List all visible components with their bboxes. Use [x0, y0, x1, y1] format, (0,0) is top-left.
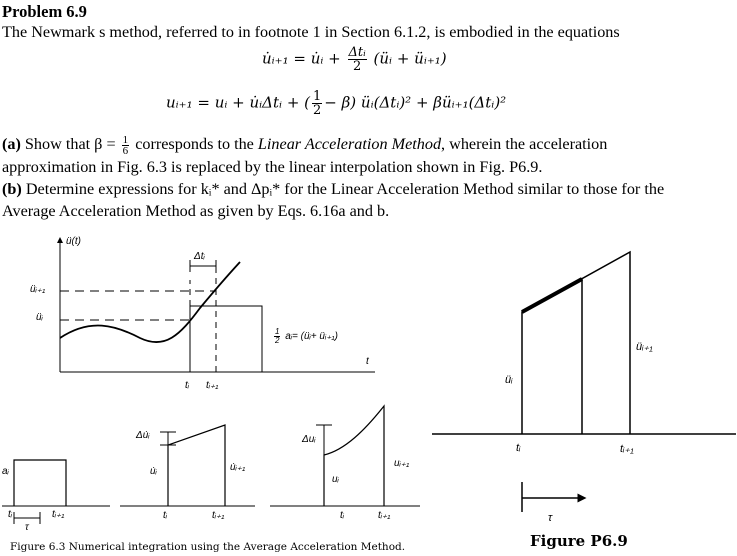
fig63-avg-den: 2 — [275, 336, 280, 345]
eq2-rhs: − β) üᵢ(Δtᵢ)² + βüᵢ₊₁(Δtᵢ)² — [324, 93, 507, 112]
eq1-rhs: (üᵢ + üᵢ₊₁) — [373, 49, 447, 68]
problem-title: Problem 6.9 — [2, 2, 87, 21]
p69-label-tnext: tᵢ₊₁ — [620, 443, 634, 455]
eq2-frac-den: 2 — [313, 103, 322, 118]
eq2-frac-num: 1 — [313, 89, 322, 104]
part-a-label: (a) — [2, 135, 21, 153]
fig63-label-u-next: üᵢ₊₁ — [30, 284, 46, 295]
eq1-frac-num: Δtᵢ — [348, 45, 366, 60]
p69-label-tau: τ — [548, 512, 553, 524]
panel1-box — [14, 460, 66, 506]
fig63-panel1-ti: tᵢ — [8, 509, 13, 520]
eq1-frac-den: 2 — [352, 59, 362, 74]
p69-label-ti: tᵢ — [516, 442, 521, 454]
part-b-line2: Average Acceleration Method as given by Eqs. 6.16a and b. — [2, 202, 390, 220]
fig63-panel3-ti: tᵢ — [340, 510, 345, 521]
fig63-panel1-tnext: tᵢ₊₁ — [52, 509, 65, 520]
fig63-label-ti: tᵢ — [185, 380, 190, 391]
fig63-label-t: t — [366, 356, 369, 367]
fig63-avg-num: 1 — [275, 327, 280, 336]
p69-label-u-next: üᵢ₊₁ — [636, 341, 653, 353]
fig63-acceleration-curve — [60, 262, 240, 342]
figure-p69 — [432, 252, 736, 512]
panel2-box — [168, 425, 225, 506]
fig63-label-u-small: uᵢ — [332, 474, 339, 485]
part-b-label: (b) — [2, 180, 22, 198]
fig63-label-du: Δu̇ᵢ — [136, 430, 150, 441]
figure-63-main-plot — [60, 240, 375, 372]
fig63-panel3-tnext: tᵢ₊₁ — [378, 510, 391, 521]
part-a-text1: Show that β = — [24, 135, 116, 153]
figure-p69-caption: Figure P6.9 — [530, 532, 628, 550]
p69-label-u-i: üᵢ — [505, 374, 513, 386]
fig63-panel2-tnext: tᵢ₊₁ — [212, 510, 225, 521]
part-b-text: Determine expressions for kᵢ* and Δpᵢ* for the Linear Acceleration Method similar to those for the — [25, 180, 665, 198]
p69-trapezoid — [522, 252, 630, 434]
fig63-label-ai: aᵢ — [2, 466, 9, 477]
fig63-label-udot-i: u̇ᵢ — [150, 466, 157, 477]
panel3-curve — [324, 406, 384, 506]
fig63-label-tnext: tᵢ₊₁ — [206, 380, 219, 391]
fig63-label-dt: Δtᵢ — [194, 251, 205, 262]
fig63-panel1-tau: τ — [25, 522, 29, 533]
part-a-emphasis: Linear Acceleration Method — [257, 135, 442, 153]
figure-63-small-panels — [2, 406, 420, 524]
part-a-text3: , wherein the acceleration — [441, 135, 608, 153]
fig63-label-average — [272, 328, 338, 345]
part-a-line2: approximation in Fig. 6.3 is replaced by the linear interpolation shown in Fig. P6.9. — [2, 158, 543, 176]
figure-63-caption: Figure 6.3 Numerical integration using the Average Acceleration Method. — [10, 541, 406, 553]
fig63-label-Du: Δuᵢ — [302, 434, 316, 445]
fig63-label-u-i: üᵢ — [36, 312, 43, 323]
eq1-lhs: u̇ᵢ₊₁ = u̇ᵢ + — [262, 49, 341, 68]
problem-intro: The Newmark s method, referred to in footnote 1 in Section 6.1.2, is embodied in the equations — [2, 23, 620, 41]
fig63-average-box — [190, 306, 262, 372]
part-a-text2: corresponds to the — [135, 135, 254, 153]
fig63-panel2-ti: tᵢ — [163, 510, 168, 521]
part-a-frac-den: 6 — [122, 144, 129, 157]
fig63-avg-text: aᵢ= (üᵢ+ üᵢ₊₁) — [285, 331, 338, 343]
p69-bold-segment — [522, 279, 582, 312]
eq2-lhs: uᵢ₊₁ = uᵢ + u̇ᵢΔtᵢ + ( — [166, 93, 311, 112]
fig63-label-udot-next: u̇ᵢ₊₁ — [230, 462, 246, 473]
part-a-frac-num: 1 — [122, 133, 129, 146]
fig63-label-yaxis: ü(t) — [66, 236, 81, 247]
fig63-average-fraction — [274, 328, 280, 345]
fig63-label-u-small-next: uᵢ₊₁ — [394, 458, 410, 469]
